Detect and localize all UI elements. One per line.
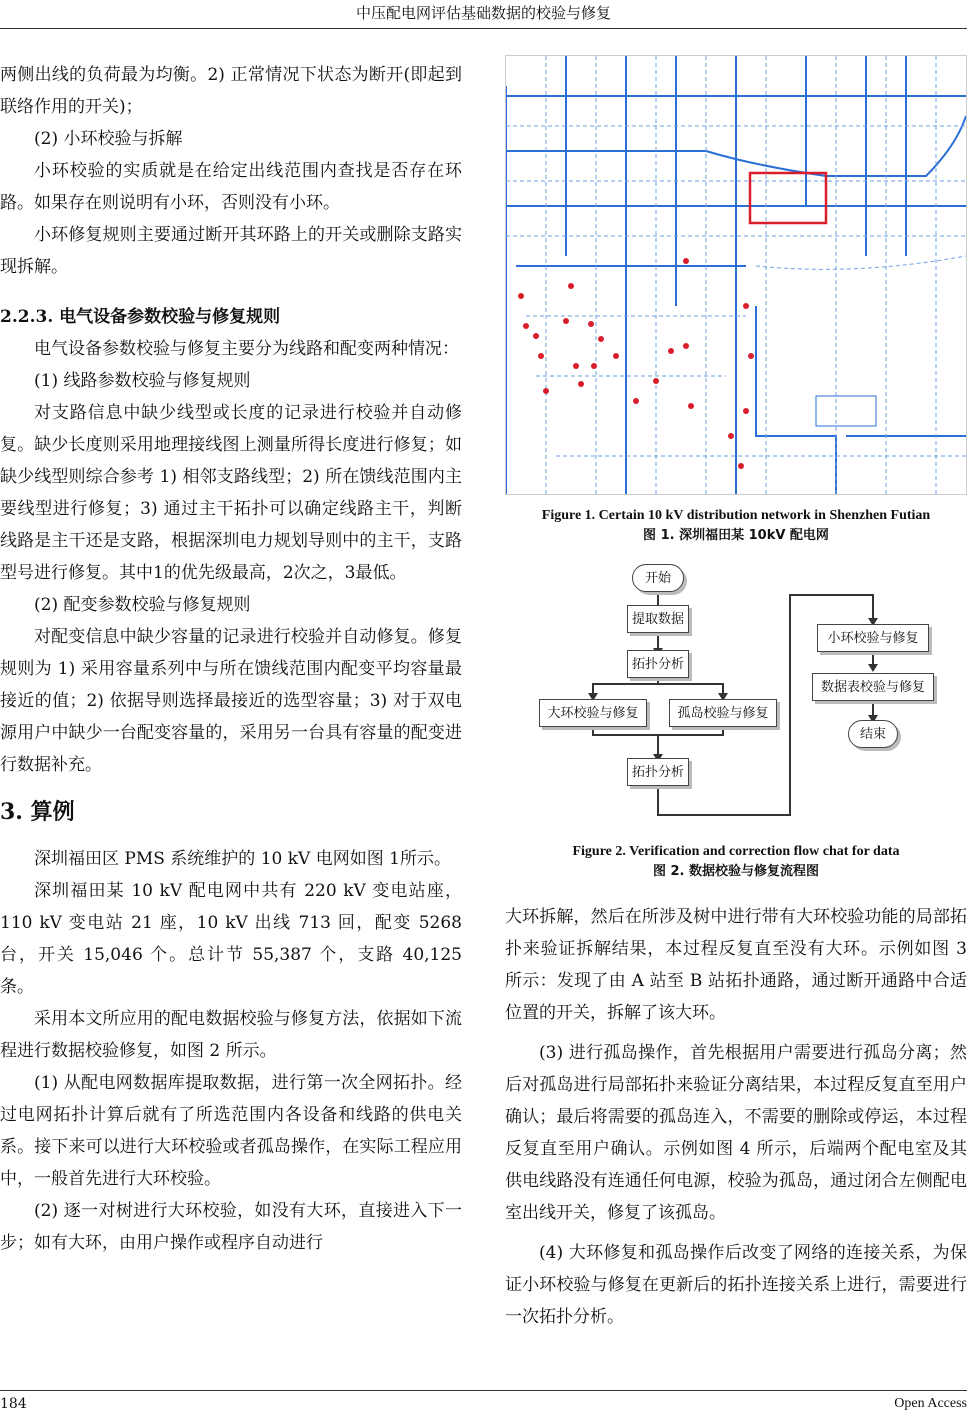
paragraph: 小环修复规则主要通过断开其环路上的开关或删除支路实现拆解。 xyxy=(0,225,462,277)
right-column xyxy=(505,901,967,1333)
flow-node-big-loop: 大环校验与修复 xyxy=(539,699,647,727)
paragraph: (4) 大环修复和孤岛操作后改变了网络的连接关系，为保证小环校验与修复在更新后的拓扑连接关系上进行，需要进行一次拓扑分析。 xyxy=(505,1243,967,1327)
paragraph: 对支路信息中缺少线型或长度的记录进行校验并自动修复。缺少长度则采用地理接线图上测量所得长度进行修复；如缺少线型则综合参考 1) 相邻支路线型；2) 所在馈线范围内主要线型进行修复；3) 通过主干拓扑可以确定线路主干，判断线路是主干还是支路，根据深圳电力规划导则中的主干，支路型号进行修复。其中1的优先级最高，2次之，3最低。 xyxy=(0,403,462,583)
paragraph: 两侧出线的负荷最为均衡。2) 正常情况下状态为断开(即起到联络作用的开关)； xyxy=(0,65,462,117)
paragraph: (2) 小环校验与拆解 xyxy=(34,129,183,149)
paragraph: (2) 配变参数校验与修复规则 xyxy=(34,595,251,615)
figure-1-caption-en: Figure 1. Certain 10 kV distribution network in Shenzhen Futian xyxy=(541,508,931,523)
figure-1-caption-cn: 图 1. 深圳福田某 10kV 配电网 xyxy=(643,528,829,543)
figure-2-caption-cn: 图 2. 数据校验与修复流程图 xyxy=(652,864,820,879)
running-header: 中压配电网评估基础数据的校验与修复 xyxy=(355,4,611,22)
paragraph: 小环校验的实质就是在给定出线范围内查找是否存在环路。如果存在则说明有小环，否则没有小环。 xyxy=(0,161,462,213)
flowchart xyxy=(505,560,967,830)
flow-node-topology-analysis: 拓扑分析 xyxy=(627,650,689,678)
paragraph: 对配变信息中缺少容量的记录进行校验并自动修复。修复规则为 1) 采用容量系列中与所在馈线范围内配变平均容量最接近的值；2) 依据导则选择最接近的选型容量；3) 对于双电源用户中缺少一台配变容量的，采用另一台具有容量的配变进行数据补充。 xyxy=(0,627,462,775)
paragraph: (3) 进行孤岛操作，首先根据用户需要进行孤岛分离；然后对孤岛进行局部拓扑来验证分离结果，本过程反复直至用户确认；最后将需要的孤岛连入，不需要的删除或停运，本过程反复直至用户确认。示例如图 4 所示，后端两个配电室及其供电线路没有连通任何电源，校验为孤岛，通过闭合左侧配电室出线开关，修复了该孤岛。 xyxy=(505,1043,967,1223)
paragraph: (1) 线路参数校验与修复规则 xyxy=(34,371,251,391)
flow-node-end: 结束 xyxy=(848,720,898,748)
paragraph: (1) 从配电网数据库提取数据，进行第一次全网拓扑。经过电网拓扑计算后就有了所选范围内各设备和线路的供电关系。接下来可以进行大环校验或者孤岛操作，在实际工程应用中，一般首先进行大环校验。 xyxy=(0,1073,462,1189)
flow-node-island: 孤岛校验与修复 xyxy=(669,699,777,727)
paragraph: 大环拆解，然后在所涉及树中进行带有大环校验功能的局部拓扑来验证拆解结果，本过程反复直至没有大环。示例如图 3 所示：发现了由 A 站至 B 站拓扑通路，通过断开通路中合适位置的开关，拆解了该大环。 xyxy=(505,907,967,1023)
network-map-graphic xyxy=(506,56,966,494)
flow-node-small-loop: 小环校验与修复 xyxy=(817,624,929,652)
paragraph: 电气设备参数校验与修复主要分为线路和配变两种情况： xyxy=(34,339,459,359)
flow-node-data-table: 数据表校验与修复 xyxy=(812,673,934,701)
page-number: 184 xyxy=(0,1396,27,1412)
publisher-label: Open Access xyxy=(894,1396,967,1411)
paragraph: (2) 逐一对树进行大环校验，如没有大环，直接进入下一步；如有大环，由用户操作或程序自动进行 xyxy=(0,1201,462,1253)
paragraph: 深圳福田区 PMS 系统维护的 10 kV 电网如图 1所示。 xyxy=(34,849,451,869)
flow-node-extract-data: 提取数据 xyxy=(627,605,689,633)
left-column xyxy=(0,59,462,1259)
flow-node-start: 开始 xyxy=(632,564,684,592)
paragraph: 深圳福田某 10 kV 配电网中共有 220 kV 变电站座，110 kV 变电站 21 座，10 kV 出线 713 回，配变 5268 台，开关 15,046 个。总计节 55,387 个，支路 40,125 条。 xyxy=(0,881,462,997)
paragraph: 采用本文所应用的配电数据校验与修复方法，依据如下流程进行数据校验修复，如图 2 所示。 xyxy=(0,1009,462,1061)
figure-2-caption-en: Figure 2. Verification and correction flow chat for data xyxy=(572,844,900,859)
section-heading: 3. 算例 xyxy=(0,799,75,825)
header-rule xyxy=(0,28,967,29)
distribution-network-map xyxy=(505,55,967,495)
flow-node-topology-analysis-2: 拓扑分析 xyxy=(627,758,689,786)
footer-rule xyxy=(0,1390,967,1391)
section-heading: 2.2.3. 电气设备参数校验与修复规则 xyxy=(0,307,281,327)
